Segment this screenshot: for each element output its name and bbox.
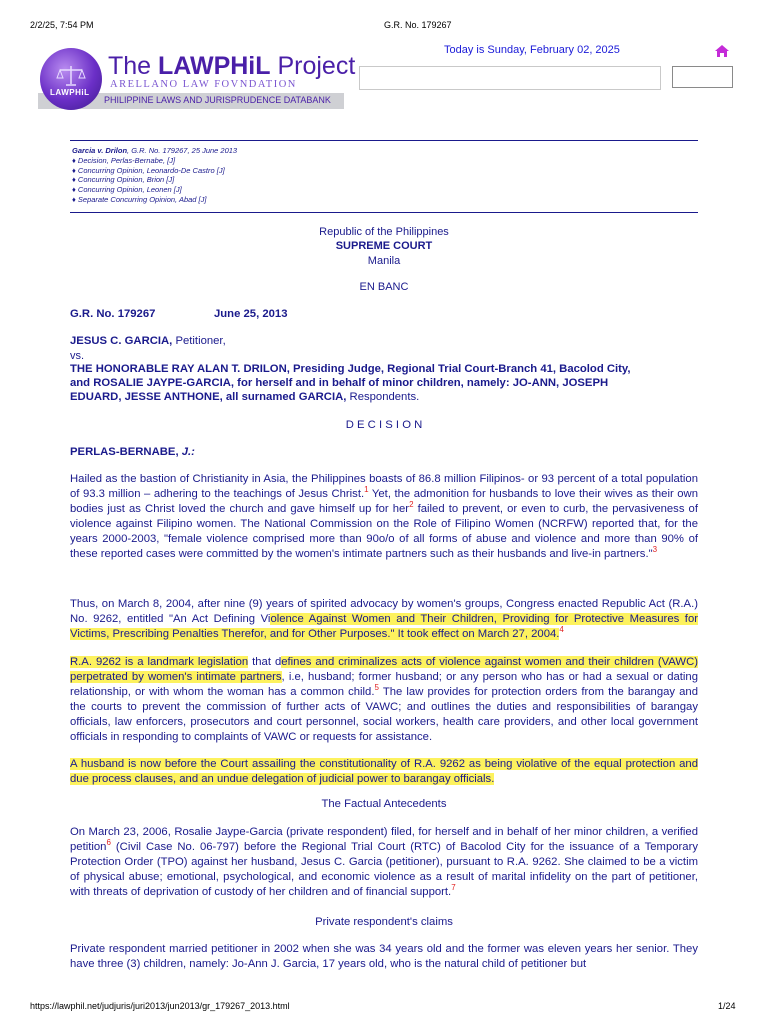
- highlight: R.A. 9262 is a landmark legislation: [70, 656, 249, 668]
- opinion-link[interactable]: ♦ Concurring Opinion, Leonen [J]: [72, 185, 182, 195]
- search-button[interactable]: [672, 66, 733, 88]
- logo-text: LAWPHiL: [50, 88, 90, 97]
- print-page-title: G.R. No. 179267: [384, 20, 452, 30]
- today-date: Today is Sunday, February 02, 2025: [444, 44, 620, 56]
- opinion-link[interactable]: ♦ Concurring Opinion, Leonardo-De Castro [J]: [72, 165, 225, 175]
- footnote-link[interactable]: 5: [374, 683, 379, 693]
- decision-heading: D E C I S I O N: [345, 419, 423, 431]
- footnote-link[interactable]: 4: [559, 625, 564, 635]
- court-city: Manila: [367, 255, 401, 267]
- footnote-link[interactable]: 1: [364, 485, 369, 495]
- home-icon[interactable]: [714, 44, 730, 58]
- opinion-link[interactable]: ♦ Decision, Perlas-Bernabe, [J]: [72, 155, 176, 165]
- petitioner: JESUS C. GARCIA, Petitioner,: [70, 335, 226, 347]
- site-title[interactable]: The LAWPHiL Project: [108, 52, 356, 80]
- print-timestamp: 2/2/25, 7:54 PM: [30, 20, 94, 30]
- footnote-link[interactable]: 6: [106, 838, 111, 848]
- print-page-count: 1/24: [718, 1001, 736, 1011]
- opinion-link[interactable]: ♦ Separate Concurring Opinion, Abad [J]: [72, 194, 207, 204]
- opinion-link[interactable]: ♦ Concurring Opinion, Brion [J]: [72, 175, 175, 185]
- highlight: ses." It took effect on March 27, 2004.: [369, 628, 560, 640]
- ponente: PERLAS-BERNABE, J.:: [70, 446, 195, 458]
- header-divider: [70, 140, 698, 141]
- foundation-name: ARELLANO LAW FOVNDATION: [110, 79, 297, 90]
- gr-number: G.R. No. 179267: [70, 308, 156, 320]
- paragraph-1: Hailed as the bastion of Christianity in Asia, the Philippines boasts of 86.8 million Filipinos- or 93 percent of a total population of 93.3 million – adhering to the teachings of Jesus Christ.$^1$ Yet, the admonition for husbands to love their wives as their own bodies just as Christ loved the church and gave himself up for her$^2$ failed to prevent, or even to curb, the pervasiveness of violence against Filipino women. The National Commission on the Role of Filipino Women (NCRFW) reported that, for the years 2000-2003, "female violence comprised more than 90o/o of all forms of abuse and violence and more than 90% of these reported cases were committed by the women's intimate partners such as their husbands and live-in partners."$^3$: [70, 473, 698, 560]
- search-input[interactable]: [359, 66, 661, 90]
- section-heading: Private respondent's claims: [315, 916, 453, 928]
- paragraph-4: [70, 757, 698, 787]
- highlight: olence Against Women and Their Children, Providing for Protective Measures for Victims, Prescribing Penalties Therefor, and for Other Purpo: [70, 613, 698, 640]
- respondents-line-3: EDUARD, JESSE ANTHONE, all surnamed GARCIA, Respondents.: [70, 391, 420, 403]
- section-heading: The Factual Antecedents: [321, 798, 447, 810]
- case-name[interactable]: Garcia v. Drilon: [72, 146, 128, 155]
- scales-icon: [56, 64, 86, 88]
- division: EN BANC: [359, 281, 409, 293]
- citation-divider: [70, 212, 698, 213]
- paragraph-3: R.A. 9262 is a landmark legislation that defines and criminalizes acts of violence against women and their children (VAWC) perpetrated by women's intimate partners, i.e, husband; former husband; or any person who has or had a sexual or dating relationship, or with whom the woman has a common child.$^5$ The law provides for protection orders from the barangay and the courts to prevent the commission of further acts of VAWC; and outlines the duties and responsibilities of barangay officials, law enforcers, prosecutors and court personnel, social workers, health care providers, and other local government officials in responding to complaints of VAWC or requests for assistance.: [70, 656, 699, 743]
- print-url: https://lawphil.net/judjuris/juri2013/jun2013/gr_179267_2013.html: [30, 1001, 290, 1011]
- highlight: efines and criminalizes acts of violence against women and their children (VAWC) perpetrated by women's intimate partners: [70, 656, 699, 683]
- decision-date: June 25, 2013: [214, 308, 288, 320]
- paragraph-5: On March 23, 2006, Rosalie Jaype-Garcia (private respondent) filed, for herself and in behalf of her minor children, a verified petition$^6$ (Civil Case No. 06-797) before the Regional Trial Court (RTC) of Bacolod City for the issuance of a Temporary Protection Order (TPO) against her husband, Jesus C. Garcia (petitioner), pursuant to R.A. 9262. She claimed to be a victim of physical abuse; emotional, psychological, and economic violence as a result of marital infidelity on the part of petitioner, with threats of deprivation of custody of her children and of financial support.$^7$: [70, 826, 698, 898]
- highlight: A husband is now before the Court assailing the constitutionality of R.A. 9262 as being violative of the equal protection and due process clauses, and an undue delegation of judicial power to barangay officials.: [70, 758, 698, 785]
- paragraph-6: Private respondent married petitioner in 2002 when she was 34 years old and the former was eleven years her senior. They have three (3) children, namely: Jo-Ann J. Garcia, 17 years old, who is the natural child of petitioner but: [70, 943, 698, 970]
- footnote-link[interactable]: 3: [652, 545, 658, 555]
- respondents-line-2: and ROSALIE JAYPE-GARCIA, for herself and in behalf of minor children, namely: JO-ANN, JOSEPH: [70, 377, 609, 389]
- footnote-link[interactable]: 7: [451, 883, 456, 893]
- republic-line: Republic of the Philippines: [319, 226, 449, 238]
- court-name: SUPREME COURT: [335, 240, 433, 252]
- respondents-line-1: THE HONORABLE RAY ALAN T. DRILON, Presiding Judge, Regional Trial Court-Branch 41, Bacolod City,: [70, 363, 631, 375]
- footnote-link[interactable]: 2: [409, 500, 414, 510]
- opinion-list: Garcia v. Drilon, G.R. No. 179267, 25 June 2013 ♦ Decision, Perlas-Bernabe, [J] ♦ Concurring Opinion, Leonardo-De Castro [J] ♦ Concurring Opinion, Brion [J] ♦ Concurring Opinion, Leonen [J] ♦ Separate Concurring Opinion, Abad [J]: [72, 146, 238, 204]
- tagline: PHILIPPINE LAWS AND JURISPRUDENCE DATABANK: [104, 95, 331, 105]
- versus: vs.: [70, 350, 85, 362]
- paragraph-2: Thus, on March 8, 2004, after nine (9) years of spirited advocacy by women's groups, Congress enacted Republic Act (R.A.) No. 9262, entitled "An Act Defining Violence Against Women and Their Children, Providing for Protective Measures for Victims, Prescribing Penalties Therefor, and for Other Purposes." It took effect on March 27, 2004.$^4$: [70, 598, 698, 640]
